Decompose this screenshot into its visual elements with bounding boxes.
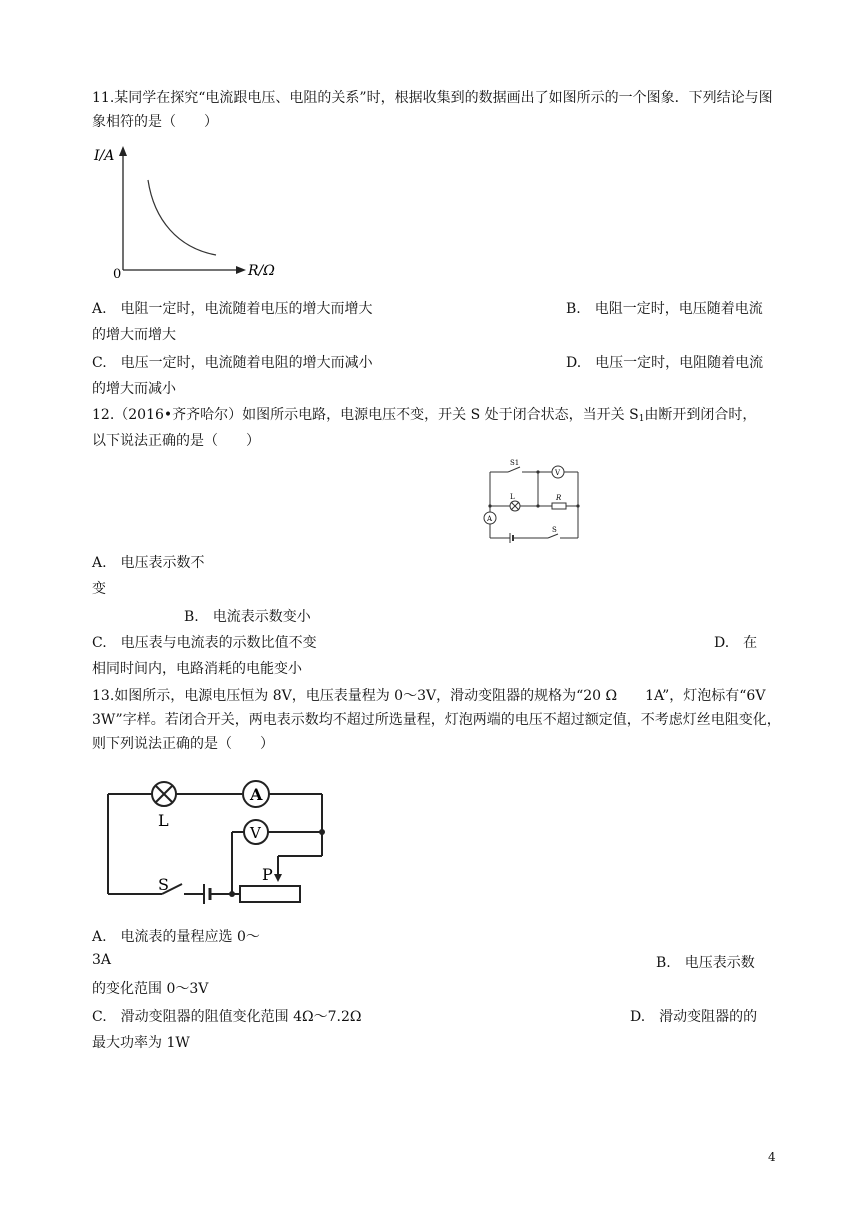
q11-curve [148,180,216,255]
q11-option-d: D. 电压一定时，电阻随着电流 [566,355,764,371]
q12-label-r: R [556,494,562,502]
q11-option-c: C. 电压一定时，电流随着电阻的增大而减小 [92,355,373,371]
q12-label-s1: S1 [510,459,520,467]
q13-option-d: D. 滑动变阻器的的 [630,1009,758,1025]
q12-option-a: A. 电压表示数不 [92,555,205,571]
q11-option-b: B. 电阻一定时，电压随着电流 [566,301,763,317]
q12-option-d: D. 在 [714,635,758,651]
q13-label-s: S [158,875,169,894]
q11-option-b-cont: 的增大而增大 [92,327,176,343]
q11-ylabel: I/A [94,148,115,164]
q11-option-a: A. 电阻一定时，电流随着电压的增大而增大 [92,301,373,317]
page-number: 4 [768,1150,776,1164]
q12-option-c: C. 电压表与电流表的示数比值不变 [92,635,317,651]
q13-stem: 13.如图所示，电源电压恒为 8V，电压表量程为 0～3V，滑动变阻器的规格为“20 Ω 1A”，灯泡标有“6V 3W”字样。若闭合开关，两电表示数均不超过所选量程，灯泡两端的电压不超过额定值，不考虑灯丝电阻变化，则下列说法正确的是（ ） [92,688,781,752]
q11-origin: 0 [113,267,122,280]
q12-option-a-cont: 变 [92,581,106,597]
q12-option-d-cont: 相同时间内，电路消耗的电能变小 [92,661,302,677]
q13-option-c: C. 滑动变阻器的阻值变化范围 4Ω～7.2Ω [92,1009,362,1025]
q12-label-s: S [552,526,557,534]
q12-stem-line1: 12.（2016•齐齐哈尔）如图所示电路，电源电压不变，开关 S 处于闭合状态，当开关 $S_1$由断开到闭合时， [92,407,757,424]
q12-option-b: B. 电流表示数变小 [184,609,311,625]
q12-label-l: L [510,493,515,501]
q13-option-b: B. 电压表示数 [656,955,755,971]
q13-option-d-cont: 最大功率为 1W [92,1035,190,1051]
q12-stem-line2: 以下说法正确的是（ ） [92,433,260,449]
q12-label-a: A [487,515,493,523]
q13-option-b-cont: 的变化范围 0～3V [92,981,209,997]
q13-circuit [100,776,340,906]
q13-option-a-cont: 3A [92,952,112,968]
q12-label-v: V [555,469,561,477]
q11-graph [88,140,288,280]
q11-option-d-cont: 的增大而减小 [92,381,176,397]
q13-label-v: V [250,824,261,842]
q13-label-a: A [250,785,263,804]
q13-label-l: L [158,811,169,830]
q12-circuit [478,456,588,544]
q11-xlabel: R/Ω [248,263,275,279]
q11-stem: 11.某同学在探究“电流跟电压、电阻的关系”时，根据收集到的数据画出了如图所示的一个图象．下列结论与图象相符的是（ ） [92,90,773,130]
q13-label-p: P [262,865,273,884]
q13-option-a: A. 电流表的量程应选 0～ [92,929,260,945]
